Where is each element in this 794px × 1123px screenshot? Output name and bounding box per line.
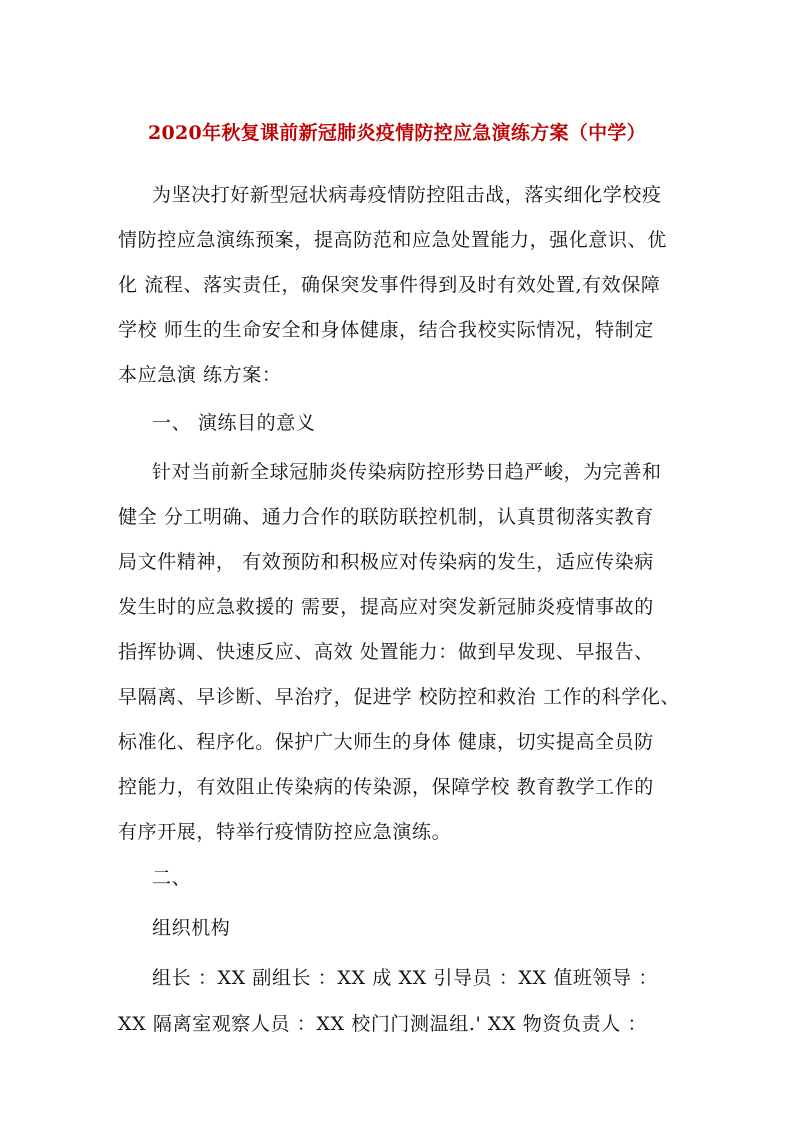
section-1-line: 早隔离、早诊断、早治疗，促进学 校防控和救治 工作的科学化、 [118, 686, 681, 708]
section-2-heading: 组织机构 [152, 917, 231, 939]
intro-line: 本应急演 练方案： [118, 364, 282, 386]
intro-line: 化 流程、落实责任，确保突发事件得到及时有效处置,有效保障 [118, 274, 661, 296]
section-1-line: 指挥协调、快速反应、高效 处置能力：做到早发现、早报告、 [118, 641, 654, 663]
section-1-line: 健全 分工明确、通力合作的联防联控机制，认真贯彻落实教育 [118, 506, 654, 528]
section-1-line: 有序开展，特举行疫情防控应急演练。 [118, 821, 452, 843]
section-2-number: 二、 [152, 867, 192, 889]
intro-line: 学校 师生的生命安全和身体健康，结合我校实际情况，特制定 [118, 319, 654, 341]
document-title: 2020年秋复课前新冠肺炎疫情防控应急演练方案（中学） [148, 122, 646, 144]
section-1-line: 针对当前新全球冠肺炎传染病防控形势日趋严峻，为完善和 [152, 461, 662, 483]
intro-line: 情防控应急演练预案，提高防范和应急处置能力，强化意识、优 [118, 229, 667, 251]
section-1-line: 标准化、程序化。保护广大师生的身体 健康，切实提高全员防 [118, 731, 654, 753]
section-1-line: 局文件精神， 有效预防和积极应对传染病的发生，适应传染病 [118, 551, 654, 573]
section-1-heading: 一、 演练目的意义 [152, 412, 316, 434]
section-2-line: 组长 ：XX 副组长 ：XX 成 XX 引导员 ：XX 值班领导 ： [152, 967, 658, 989]
section-1-line: 控能力，有效阻止传染病的传染源，保障学校 教育教学工作的 [118, 776, 654, 798]
section-2-line: XX 隔离室观察人员 ：XX 校门门测温组.' XX 物资负责人 ： [118, 1013, 648, 1035]
intro-line: 为坚决打好新型冠状病毒疫情防控阻击战，落实细化学校疫 [152, 184, 662, 206]
section-1-line: 发生时的应急救援的 需要，提高应对突发新冠肺炎疫情事故的 [118, 596, 654, 618]
